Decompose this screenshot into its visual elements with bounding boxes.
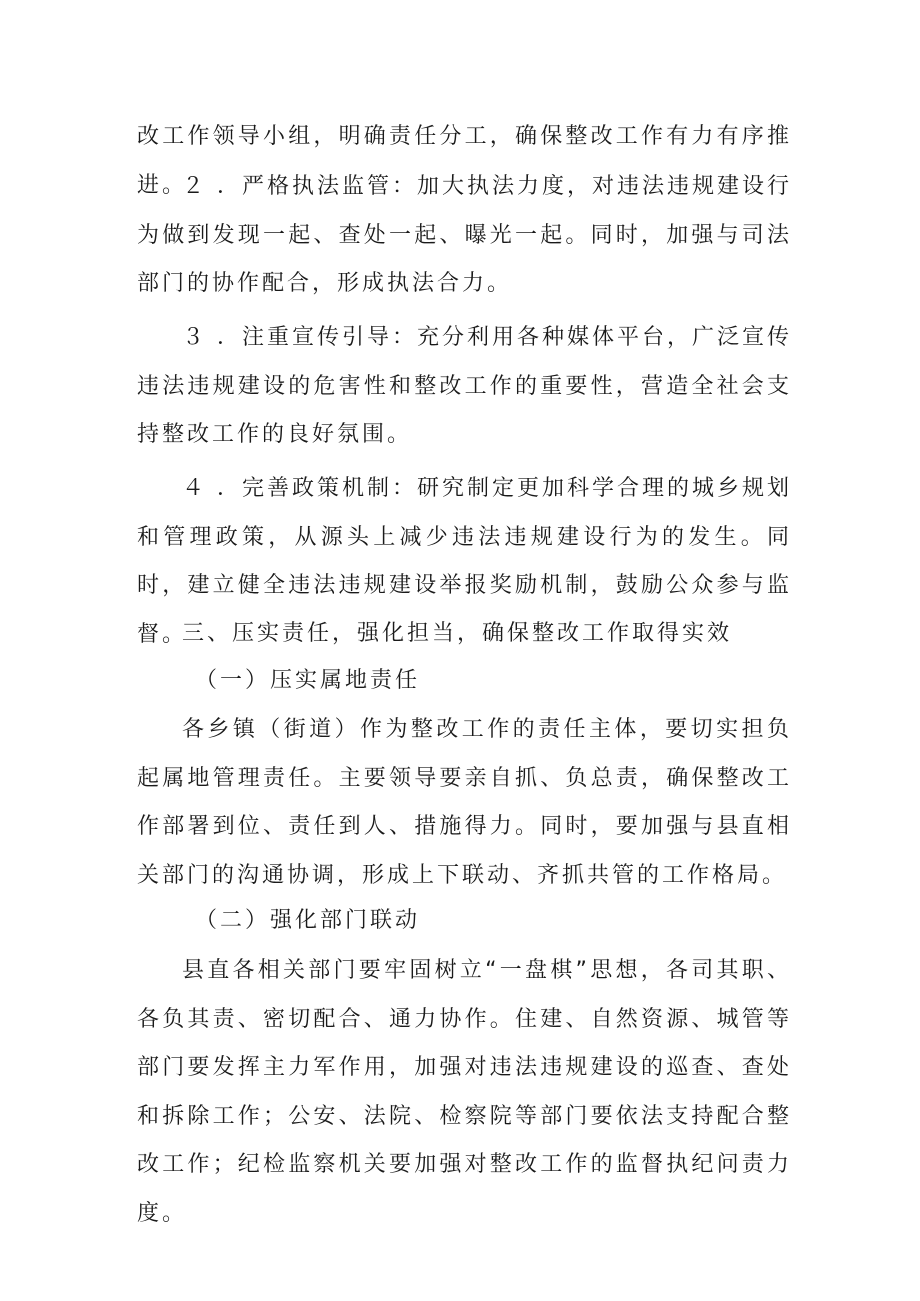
paragraph-continuation: 改工作领导小组，明确责任分工，确保整改工作有力有序推进。 xyxy=(137,124,792,198)
subsection-heading-2: （二）强化部门联动 xyxy=(195,908,421,933)
subsection-body-2: 县直各相关部门要牢固树立“一盘棋”思想，各司其职、各负其责、密切配合、通力协作。住建、自然资源、城管等部门要发挥主力军作用，加强对违法违规建设的巡查、查处和拆除工作；公安、法院、检察院等部门要依法支持配合整改工作；纪检监察机关要加强对整改工作的监督执纪问责力度。 xyxy=(137,958,792,1226)
section-heading-3: 三、压实责任，强化担当，确保整改工作取得实效 xyxy=(182,621,733,646)
subsection-heading-1: （一）压实属地责任 xyxy=(195,668,421,693)
paragraph-item-3: ３ ．注重宣传引导：充分利用各种媒体平台，广泛宣传违法违规建设的危害性和整改工作的重要性，营造全社会支持整改工作的良好氛围。 xyxy=(137,325,792,447)
paragraph-item-4: ４ ．完善政策机制：研究制定更加科学合理的城乡规划和管理政策，从源头上减少违法违规建设行为的发生。同时，建立健全违法违规建设举报奖励机制，鼓励公众参与监督。 xyxy=(137,476,792,647)
paragraph-item-2: ２ ．严格执法监管：加大执法力度，对违法违规建设行为做到发现一起、查处一起、曝光一起。同时，加强与司法部门的协作配合，形成执法合力。 xyxy=(137,174,792,296)
subsection-body-1: 各乡镇（街道）作为整改工作的责任主体，要切实担负起属地管理责任。主要领导要亲自抓、负总责，确保整改工作部署到位、责任到人、措施得力。同时，要加强与县直相关部门的沟通协调，形成上下联动、齐抓共管的工作格局。 xyxy=(137,717,792,888)
